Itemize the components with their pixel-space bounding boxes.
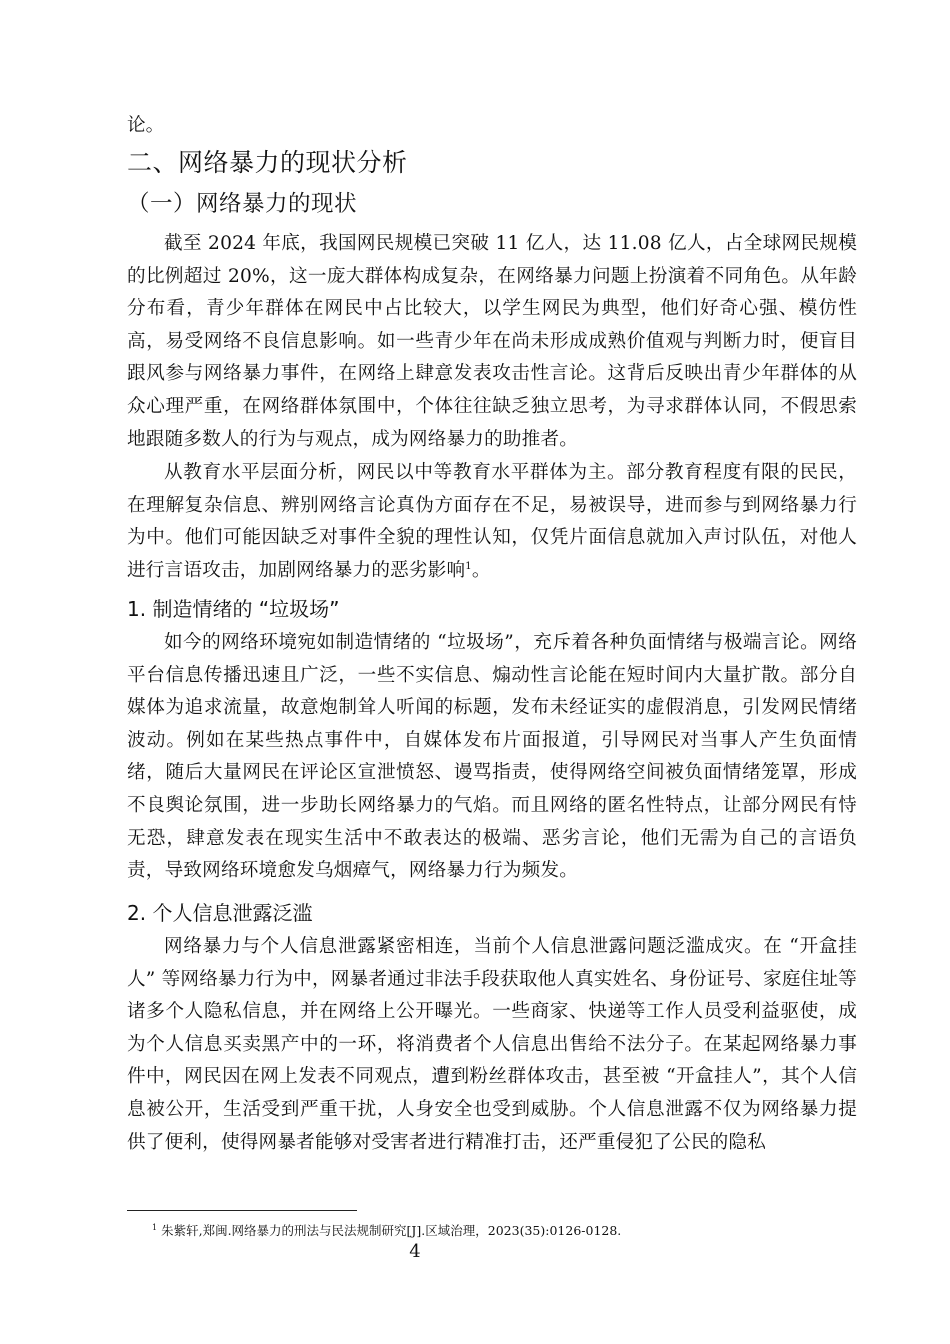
paragraph-info-leak: 网络暴力与个人信息泄露紧密相连，当前个人信息泄露问题泛滥成灾。在 “开盒挂人” 等网络暴力行为中，网暴者通过非法手段获取他人真实姓名、身份证号、家庭住址等诸多个人隐私信息，并在网络上公开曝光。一些商家、快递等工作人员受利益驱使，成为个人信息买卖黑产中的一环，将消费者个人信息出售给不法分子。在某起网络暴力事件中，网民因在网上发表不同观点，遭到粉丝群体攻击，甚至被 “开盒挂人”，其个人信息被公开，生活受到严重干扰，人身安全也受到威胁。个人信息泄露不仅为网络暴力提供了便利，使得网暴者能够对受害者进行精准打击，还严重侵犯了公民的隐私 (127, 936, 857, 1153)
paragraph-education-tail: 。 (471, 559, 491, 581)
footnote-reference: 1 (465, 560, 472, 572)
footnote-text: 朱紫轩,郑闽.网络暴力的刑法与民法规制研究[J].区域治理，2023(35):0126-0128. (161, 1223, 622, 1239)
page-number: 4 (409, 1241, 421, 1262)
paragraph-netizen-scale: 截至 2024 年底，我国网民规模已突破 11 亿人，达 11.08 亿人，占全球网民规模的比例超过 20%，这一庞大群体构成复杂，在网络暴力问题上扮演着不同角色。从年龄分布看，青少年群体在网民中占比较大，以学生网民为典型，他们好奇心强、模仿性高，易受网络不良信息影响。如一些青少年在尚未形成成熟价值观与判断力时，便盲目跟风参与网络暴力事件，在网络上肆意发表攻击性言论。这背后反映出青少年群体的从众心理严重，在网络群体氛围中，个体往往缺乏独立思考，为寻求群体认同，不假思索地跟随多数人的行为与观点，成为网络暴力的助推者。 (127, 233, 857, 450)
section-heading: 二、网络暴力的现状分析 (127, 148, 408, 177)
paragraph-education-text: 从教育水平层面分析，网民以中等教育水平群体为主。部分教育程度有限的民民，在理解复杂信息、辨别网络言论真伪方面存在不足，易被误导，进而参与到网络暴力行为中。他们可能因缺乏对事件全貌的理性认知，仅凭片面信息就加入声讨队伍，对他人进行言语攻击，加剧网络暴力的恶劣影响 (127, 462, 857, 581)
heading-info-leak: 2. 个人信息泄露泛滥 (127, 901, 313, 925)
heading-emotion-dump: 1. 制造情绪的 “垃圾场” (127, 597, 340, 621)
paragraph-education-level (127, 457, 857, 587)
subsection-heading: （一）网络暴力的现状 (127, 191, 358, 217)
paragraph-emotion-dump: 如今的网络环境宛如制造情绪的 “垃圾场”，充斥着各种负面情绪与极端言论。网络平台信息传播迅速且广泛，一些不实信息、煽动性言论能在短时间内大量扩散。部分自媒体为追求流量，故意炮制耸人听闻的标题，发布未经证实的虚假消息，引发网民情绪波动。例如在某些热点事件中，自媒体发布片面报道，引导网民对当事人产生负面情绪，随后大量网民在评论区宣泄愤怒、谩骂指责，使得网络空间被负面情绪笼罩，形成不良舆论氛围，进一步助长网络暴力的气焰。而且网络的匿名性特点，让部分网民有恃无恐，肆意发表在现实生活中不敢表达的极端、恶劣言论，他们无需为自己的言语负责，导致网络环境愈发乌烟瘴气，网络暴力行为频发。 (127, 632, 857, 882)
footnote-separator (127, 1210, 357, 1211)
carryover-line: 论。 (127, 115, 165, 136)
footnote (152, 1219, 621, 1240)
footnote-marker: 1 (152, 1223, 158, 1232)
